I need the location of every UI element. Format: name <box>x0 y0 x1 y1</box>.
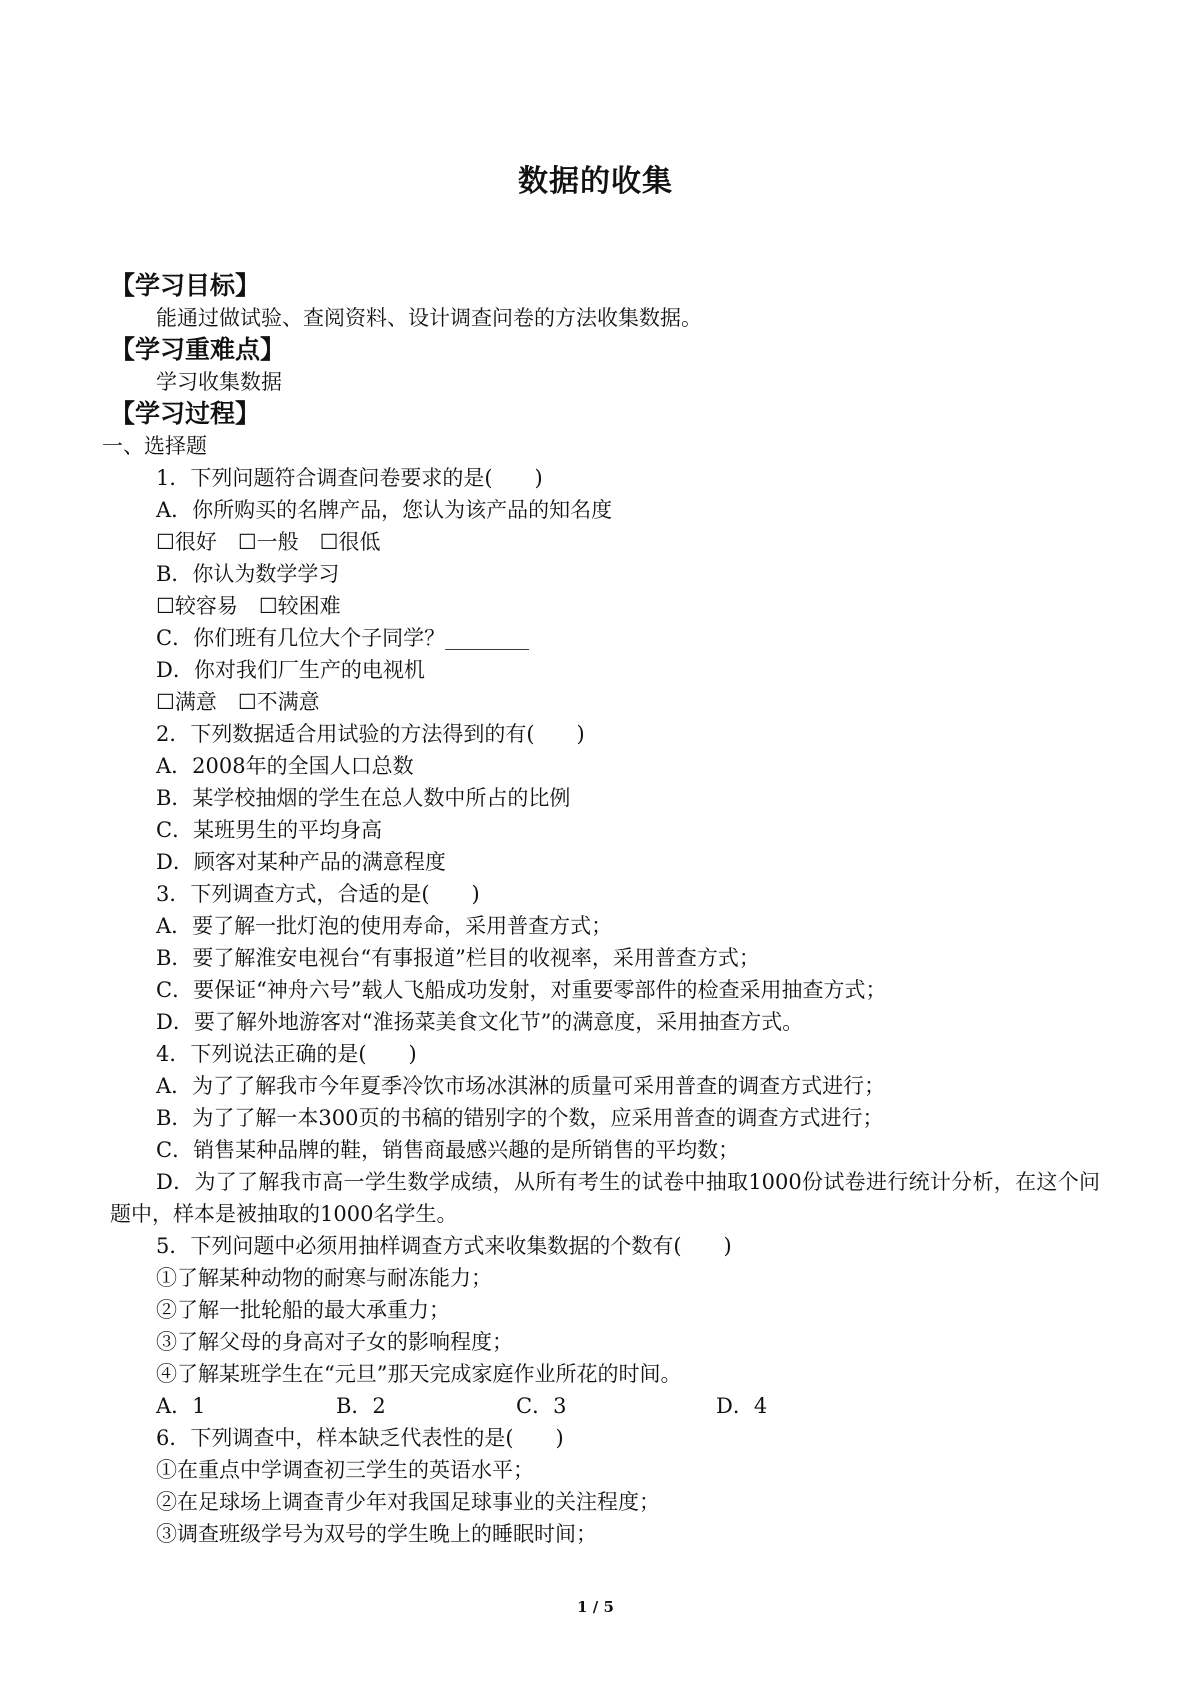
q1-option-b: B．你认为数学学习 <box>156 562 340 586</box>
q6-item-1: ①在重点中学调查初三学生的英语水平； <box>156 1458 534 1482</box>
q6-item-2: ②在足球场上调查青少年对我国足球事业的关注程度； <box>156 1490 660 1514</box>
q1-option-d: D．你对我们厂生产的电视机 <box>156 658 425 682</box>
q2-option-c: C．某班男生的平均身高 <box>156 818 383 842</box>
page-title: 数据的收集 <box>518 164 673 199</box>
q1-stem: 1．下列问题符合调查问卷要求的是( ) <box>156 466 543 490</box>
q6-item-3: ③调查班级学号为双号的学生晚上的睡眠时间； <box>156 1522 597 1546</box>
q4-option-d: D．为了了解我市高一学生数学成绩，从所有考生的试卷中抽取1000份试卷进行统计分析，在这个问题中，样本是被抽取的1000名学生。 <box>110 1170 1100 1226</box>
page-number: 1 / 5 <box>577 1598 614 1616</box>
q3-option-d: D．要了解外地游客对“淮扬菜美食文化节”的满意度，采用抽查方式。 <box>156 1010 804 1034</box>
q4-option-b: B．为了了解一本300页的书稿的错别字的个数，应采用普查的调查方式进行； <box>156 1106 884 1130</box>
q4-option-c: C．销售某种品牌的鞋，销售商最感兴趣的是所销售的平均数； <box>156 1138 740 1162</box>
document-body <box>102 270 1100 1550</box>
q5-item-3: ③了解父母的身高对子女的影响程度； <box>156 1330 513 1354</box>
key-text: 学习收集数据 <box>156 370 282 394</box>
q2-option-d: D．顾客对某种产品的满意程度 <box>156 850 446 874</box>
q5-options <box>110 1390 1100 1422</box>
q1-option-b-choices: ☐较容易 ☐较困难 <box>156 594 341 618</box>
q6-stem: 6．下列调查中，样本缺乏代表性的是( ) <box>156 1426 564 1450</box>
q5-item-1: ①了解某种动物的耐寒与耐冻能力； <box>156 1266 492 1290</box>
q1-option-a: A．你所购买的名牌产品，您认为该产品的知名度 <box>156 498 613 522</box>
q5-option-a: A．1 <box>156 1394 206 1418</box>
q3-stem: 3．下列调查方式，合适的是( ) <box>156 882 480 906</box>
q2-option-a: A．2008年的全国人口总数 <box>156 754 414 778</box>
q5-option-b: B．2 <box>336 1394 386 1418</box>
part-heading: 一、选择题 <box>102 434 207 458</box>
q5-item-4: ④了解某班学生在“元旦”那天完成家庭作业所花的时间。 <box>156 1362 682 1386</box>
q2-option-b: B．某学校抽烟的学生在总人数中所占的比例 <box>156 786 571 810</box>
q1-option-a-choices: ☐很好 ☐一般 ☐很低 <box>156 530 381 554</box>
q3-option-c: C．要保证“神舟六号”载人飞船成功发射，对重要零部件的检查采用抽查方式； <box>156 978 887 1002</box>
q3-option-a: A．要了解一批灯泡的使用寿命，采用普查方式； <box>156 914 613 938</box>
q4-option-a: A．为了了解我市今年夏季冷饮市场冰淇淋的质量可采用普查的调查方式进行； <box>156 1074 886 1098</box>
q4-stem: 4．下列说法正确的是( ) <box>156 1042 417 1066</box>
q5-option-c: C．3 <box>516 1394 567 1418</box>
q1-option-d-choices: ☐满意 ☐不满意 <box>156 690 320 714</box>
q1-option-c: C．你们班有几位大个子同学？________ <box>156 626 530 650</box>
q5-stem: 5．下列问题中必须用抽样调查方式来收集数据的个数有( ) <box>156 1234 732 1258</box>
key-heading: 【学习重难点】 <box>110 335 286 364</box>
q5-option-d: D．4 <box>716 1394 768 1418</box>
goal-heading: 【学习目标】 <box>110 271 261 300</box>
q3-option-b: B．要了解淮安电视台“有事报道”栏目的收视率，采用普查方式； <box>156 946 760 970</box>
goal-text: 能通过做试验、查阅资料、设计调查问卷的方法收集数据。 <box>156 306 702 330</box>
q5-item-2: ②了解一批轮船的最大承重力； <box>156 1298 450 1322</box>
process-heading: 【学习过程】 <box>110 399 261 428</box>
q2-stem: 2．下列数据适合用试验的方法得到的有( ) <box>156 722 585 746</box>
